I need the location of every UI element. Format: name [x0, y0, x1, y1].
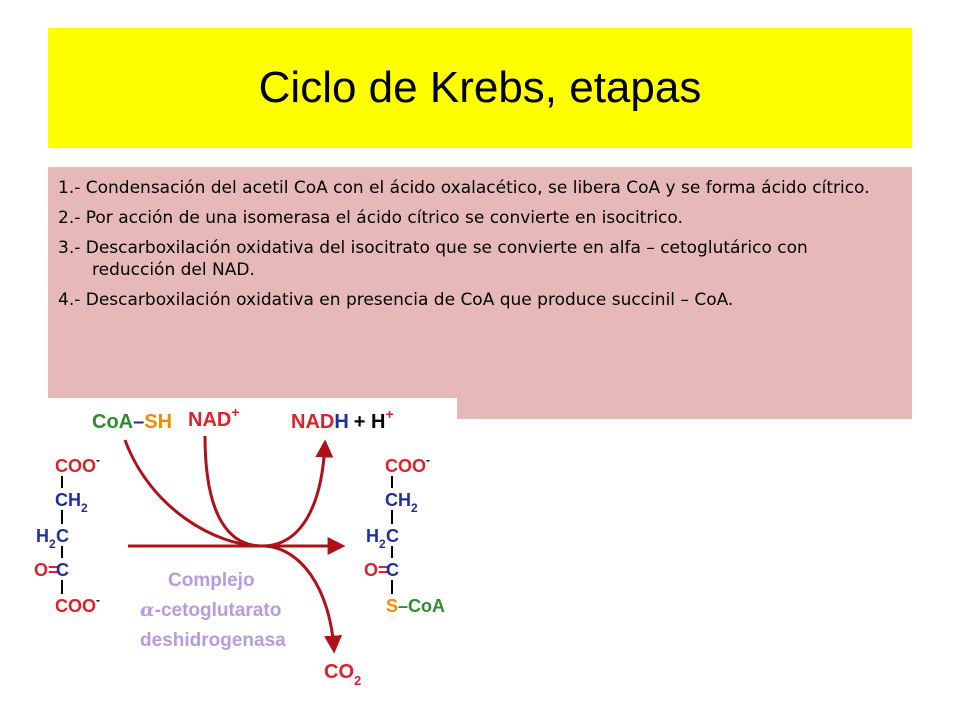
svg-text:deshidrogenasa: deshidrogenasa — [140, 630, 286, 651]
svg-text:C: C — [56, 526, 69, 546]
svg-text:C: C — [386, 560, 399, 580]
svg-text:O=: O= — [364, 560, 389, 580]
svg-text:CH2: $CH_2$ — [55, 490, 88, 515]
coa-label: CoA–SH — [92, 411, 173, 433]
reaction-svg — [0, 398, 457, 720]
title-banner — [48, 28, 912, 148]
nadh-label: NADH + H+ — [291, 406, 394, 433]
svg-text:COO-: COO- — [55, 593, 101, 616]
nad-label: NAD+ — [188, 404, 240, 431]
svg-text:H2: $H_2$ — [366, 526, 386, 551]
svg-text:CH2: $CH_2$ — [385, 490, 418, 515]
svg-text:COO-: COO- — [385, 453, 431, 476]
svg-text:O=: O= — [34, 560, 59, 580]
stage-item: 1.- Condensación del acetil CoA con el ácido oxalacético, se libera CoA y se forma ácido cítrico. — [58, 178, 870, 198]
coa-input-arrow — [125, 440, 262, 546]
svg-text:C: C — [386, 526, 399, 546]
svg-text:COO-: COO- — [55, 453, 101, 476]
stages-box — [48, 167, 912, 419]
sulfur-coa-label: S–CoA — [386, 596, 446, 616]
svg-text:α-cetoglutarato: α-cetoglutarato — [140, 599, 282, 621]
stage-item: 2.- Por acción de una isomerasa el ácido cítrico se convierte en isocitrico. — [58, 208, 683, 228]
svg-text:Complejo: Complejo — [168, 570, 255, 591]
svg-text:H2: $H_2$ — [36, 526, 56, 551]
succinyl-coa-molecule — [364, 453, 445, 616]
stage-item: 3.- Descarboxilación oxidativa del isocitrato que se convierte en alfa – cetoglutárico con reducción del NAD. — [58, 238, 808, 280]
nad-to-nadh-arrow — [205, 436, 325, 546]
slide-title: Ciclo de Krebs, etapas — [258, 63, 702, 112]
enzyme-label — [140, 570, 286, 651]
krebs-reaction-diagram — [0, 398, 457, 720]
co2-label: $CO_2$ — [324, 661, 362, 688]
svg-text:C: C — [56, 560, 69, 580]
stage-item: 4.- Descarboxilación oxidativa en presencia de CoA que produce succinil – CoA. — [58, 290, 734, 310]
alpha-ketoglutarate-molecule — [34, 453, 100, 616]
